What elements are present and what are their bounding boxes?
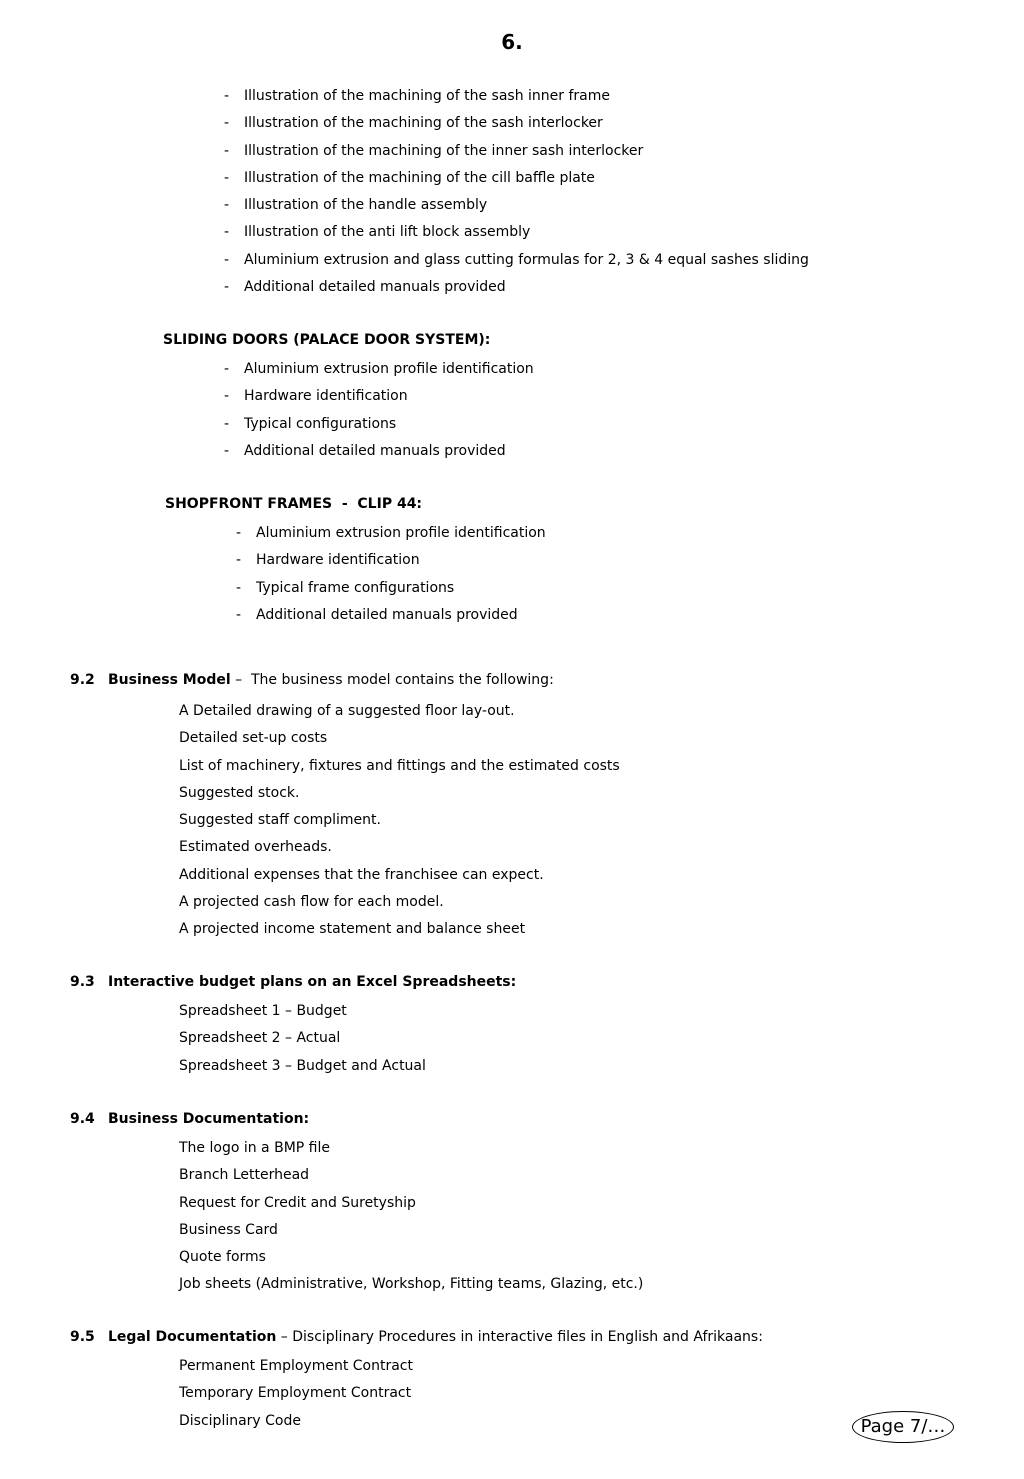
- list-item: A projected cash flow for each model.: [179, 894, 444, 911]
- section-description: – The business model contains the following:: [230, 672, 554, 688]
- budget-plans-list: [179, 1001, 426, 1083]
- section-number: 9.4: [70, 1111, 95, 1127]
- shopfront-list: [236, 523, 546, 632]
- list-item: - Aluminium extrusion profile identification: [236, 525, 546, 541]
- list-item: Suggested staff compliment.: [179, 812, 381, 829]
- list-item: The logo in a BMP file: [179, 1140, 330, 1156]
- list-item: - Hardware identification: [236, 552, 420, 569]
- list-item: - Hardware identification: [224, 388, 408, 405]
- window-illustrations-list: [224, 86, 809, 304]
- section-9-5-heading: [70, 1329, 763, 1345]
- list-item: - Illustration of the machining of the inner sash interlocker: [224, 142, 644, 159]
- list-item: Spreadsheet 2 – Actual: [179, 1030, 341, 1047]
- list-item: Spreadsheet 3 – Budget and Actual: [179, 1057, 426, 1074]
- list-item: Permanent Employment Contract: [179, 1358, 413, 1374]
- section-number: 9.3: [70, 974, 95, 990]
- section-title: Legal Documentation: [108, 1329, 277, 1345]
- list-item: Suggested stock.: [179, 784, 300, 801]
- list-item: - Additional detailed manuals provided: [224, 279, 506, 296]
- next-page-indicator: Page 7/…: [852, 1411, 954, 1443]
- section-title: Interactive budget plans on an Excel Spreadsheets:: [108, 974, 517, 990]
- list-item: Additional expenses that the franchisee can expect.: [179, 866, 544, 883]
- section-9-3-heading: [70, 974, 516, 990]
- sliding-doors-list: [224, 359, 534, 468]
- list-item: Branch Letterhead: [179, 1167, 310, 1184]
- list-item: - Typical configurations: [224, 415, 397, 432]
- list-item: Disciplinary Code: [179, 1412, 302, 1429]
- list-item: - Illustration of the handle assembly: [224, 197, 488, 214]
- list-item: - Illustration of the machining of the sash interlocker: [224, 115, 603, 132]
- list-item: Detailed set-up costs: [179, 730, 328, 747]
- list-item: Business Card: [179, 1221, 278, 1238]
- business-documentation-list: [179, 1138, 643, 1302]
- list-item: Job sheets (Administrative, Workshop, Fitting teams, Glazing, etc.): [179, 1276, 644, 1293]
- list-item: A projected income statement and balance sheet: [179, 921, 526, 938]
- list-item: Request for Credit and Suretyship: [179, 1194, 416, 1211]
- list-item: - Aluminium extrusion and glass cutting formulas for 2, 3 & 4 equal sashes sliding: [224, 251, 809, 268]
- list-item: - Typical frame configurations: [236, 579, 455, 596]
- section-description: – Disciplinary Procedures in interactive files in English and Afrikaans:: [276, 1329, 763, 1345]
- sliding-doors-heading: SLIDING DOORS (PALACE DOOR SYSTEM):: [163, 332, 491, 348]
- list-item: - Aluminium extrusion profile identification: [224, 361, 534, 377]
- shopfront-heading: SHOPFRONT FRAMES - CLIP 44:: [165, 496, 423, 512]
- list-item: - Illustration of the machining of the sash inner frame: [224, 88, 611, 104]
- section-number: 9.5: [70, 1329, 95, 1345]
- list-item: Temporary Employment Contract: [179, 1385, 412, 1402]
- section-title: Business Model: [108, 672, 231, 688]
- section-number: 9.2: [70, 672, 95, 688]
- legal-documentation-list: [179, 1356, 413, 1438]
- section-title: Business Documentation:: [108, 1111, 310, 1127]
- list-item: - Additional detailed manuals provided: [236, 606, 518, 623]
- section-9-4-heading: [70, 1111, 309, 1127]
- list-item: - Additional detailed manuals provided: [224, 442, 506, 459]
- list-item: Estimated overheads.: [179, 839, 332, 856]
- page-number: 6.: [501, 30, 523, 54]
- list-item: List of machinery, fixtures and fittings and the estimated costs: [179, 757, 620, 774]
- list-item: Quote forms: [179, 1249, 266, 1266]
- section-9-2-heading: [70, 672, 554, 688]
- list-item: - Illustration of the machining of the cill baffle plate: [224, 169, 595, 186]
- list-item: Spreadsheet 1 – Budget: [179, 1003, 347, 1019]
- business-model-list: [179, 701, 620, 947]
- list-item: A Detailed drawing of a suggested floor lay-out.: [179, 703, 515, 719]
- list-item: - Illustration of the anti lift block assembly: [224, 224, 531, 241]
